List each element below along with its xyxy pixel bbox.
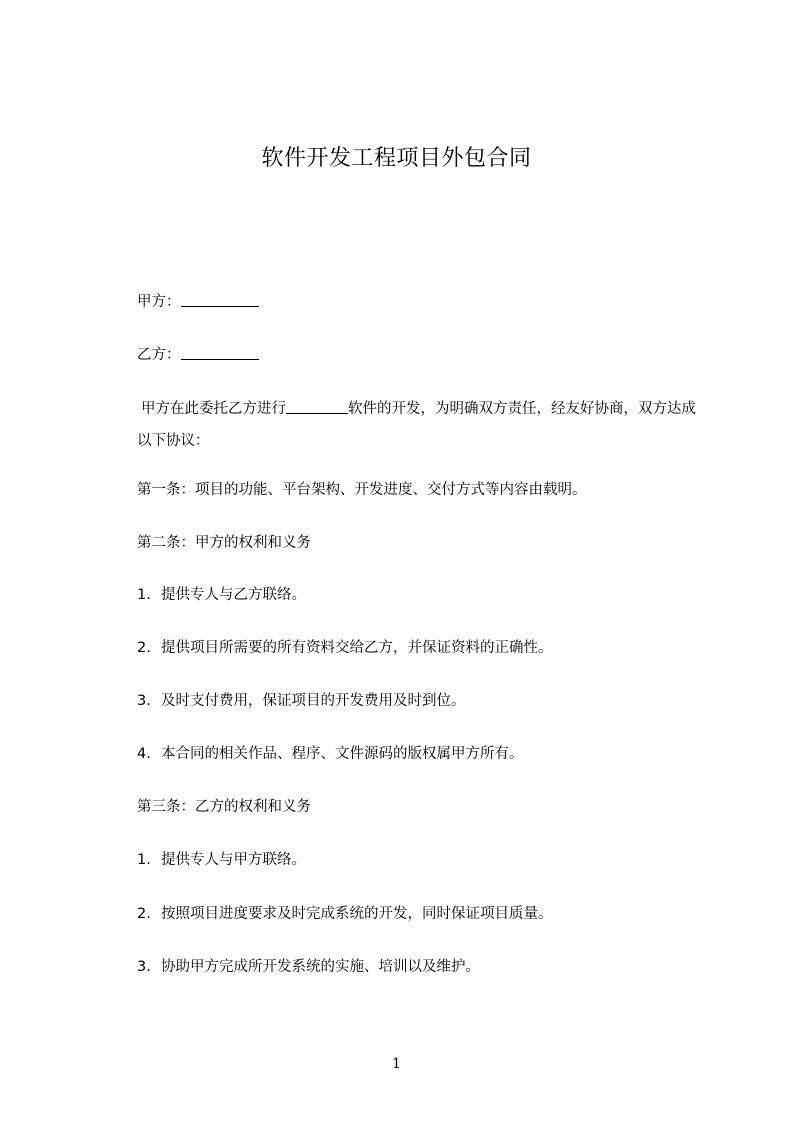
item-text: 提供专人与乙方联络。 bbox=[161, 587, 306, 603]
item-text: 提供专人与甲方联络。 bbox=[161, 852, 306, 868]
party-a-blank bbox=[181, 292, 259, 307]
item-number: 1. bbox=[137, 587, 151, 603]
intro-text-part1: 甲方在此委托乙方进行 bbox=[141, 401, 286, 417]
party-a-line bbox=[137, 292, 259, 312]
item-number: 3. bbox=[137, 959, 151, 975]
article-2-heading: 第二条：甲方的权利和义务 bbox=[137, 535, 311, 551]
party-b-label: 乙方： bbox=[137, 347, 181, 363]
article-2-item bbox=[137, 691, 466, 711]
article-2-item bbox=[137, 585, 306, 605]
item-number: 4. bbox=[137, 746, 151, 762]
item-number: 3. bbox=[137, 693, 151, 709]
item-number: 1. bbox=[137, 852, 151, 868]
article-2-item bbox=[137, 744, 524, 764]
article-3-item bbox=[137, 957, 480, 977]
article-2-item bbox=[137, 638, 553, 658]
article-3-item bbox=[137, 850, 306, 870]
article-1: 第一条：项目的功能、平台架构、开发进度、交付方式等内容由载明。 bbox=[137, 482, 587, 498]
party-b-blank bbox=[181, 345, 259, 360]
item-number: 2. bbox=[137, 640, 151, 656]
party-b-line bbox=[137, 345, 259, 365]
page-number: 1 bbox=[392, 1056, 401, 1072]
item-text: 本合同的相关作品、程序、文件源码的版权属甲方所有。 bbox=[161, 746, 524, 762]
item-number: 2. bbox=[137, 906, 151, 922]
document-title: 软件开发工程项目外包合同 bbox=[261, 146, 532, 171]
intro-paragraph bbox=[137, 393, 707, 457]
article-3-item bbox=[137, 904, 553, 924]
item-text: 协助甲方完成所开发系统的实施、培训以及维护。 bbox=[161, 959, 480, 975]
item-text: 按照项目进度要求及时完成系统的开发，同时保证项目质量。 bbox=[161, 906, 553, 922]
article-3-heading: 第三条：乙方的权利和义务 bbox=[137, 799, 311, 815]
party-a-label: 甲方： bbox=[137, 294, 181, 310]
intro-text-part2: 软件的开发，为明确双方责任，经友好协商，双方达成以下协议： bbox=[137, 401, 696, 449]
software-name-blank bbox=[286, 399, 348, 414]
item-text: 及时支付费用，保证项目的开发费用及时到位。 bbox=[161, 693, 466, 709]
item-text: 提供项目所需要的所有资料交给乙方，并保证资料的正确性。 bbox=[161, 640, 553, 656]
